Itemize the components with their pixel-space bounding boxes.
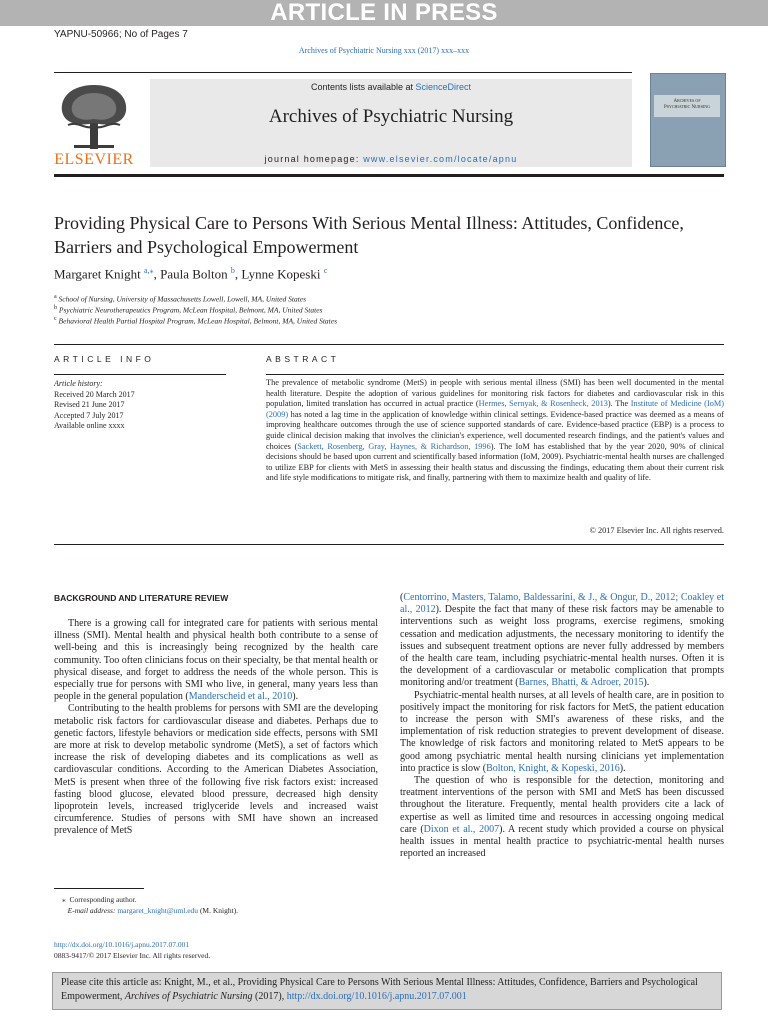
paragraph: The question of who is responsible for the detection, monitoring and treatment interventions of the person with SMI and MetS has been discussed throughout the literature. Frequently, mental health providers cite a lack of expertise as well as limited time and resources in accessing ongoing medical care (Dixon et al., 2007). A recent study which provided a course on physical health issues in mental health practice to psychiatric-mental health nurses reported an increased (400, 775, 725, 860)
author-name: Paula Bolton (160, 266, 228, 282)
affiliation: $^b$ Psychiatric Neurotherapeutics Program, McLean Hospital, Belmont, MA, United States (54, 305, 323, 315)
cite-doi-link[interactable]: http://dx.doi.org/10.1016/j.apnu.2017.07.001 (286, 991, 467, 1002)
banner-text: ARTICLE IN PRESS (270, 0, 498, 26)
footnote-rule (54, 888, 144, 889)
abstract-heading: ABSTRACT (266, 354, 340, 364)
journal-homepage (150, 154, 632, 164)
author-sup: a,⁎ (144, 266, 154, 275)
article-info-rule (54, 374, 226, 375)
citation-link[interactable]: Barnes, Bhatti, & Adroer, 2015 (518, 677, 644, 689)
author-sup: c (323, 266, 328, 275)
journal-reference-link[interactable]: Archives of Psychiatric Nursing xxx (2017) xxx–xxx (298, 46, 470, 55)
header-bottom-rule (54, 174, 724, 177)
article-history: Article history: Received 20 March 2017 Revised 21 June 2017 Accepted 7 July 2017 Available online xxxx (54, 379, 135, 430)
section-heading: BACKGROUND AND LITERATURE REVIEW (54, 593, 229, 603)
citation-link[interactable]: Centorrino, Masters, Talamo, Baldessarini, & J., & Ongur, D., 2012; Coakley et al., 2012 (400, 592, 724, 616)
citation-link[interactable]: Manderscheid et al., 2010 (188, 691, 293, 703)
doi-link[interactable]: http://dx.doi.org/10.1016/j.apnu.2017.07.001 (54, 940, 190, 949)
header-top-rule (54, 72, 632, 73)
citation-link[interactable]: Sackett, Rosenberg, Gray, Haynes, & Richardson, 1996 (297, 441, 491, 451)
journal-cover-title: Archives of Psychiatric Nursing (663, 99, 711, 110)
homepage-link[interactable]: www.elsevier.com/locate/apnu (363, 154, 518, 164)
affiliation: $^a$ School of Nursing, University of Massachusetts Lowell, Lowell, MA, United States (54, 294, 307, 304)
contents-line (150, 82, 632, 92)
author-name: Margaret Knight (54, 266, 141, 282)
affiliation: $^c$ Behavioral Health Partial Hospital Program, McLean Hospital, Belmont, MA, United States (54, 316, 337, 326)
journal-title: Archives of Psychiatric Nursing (268, 106, 514, 127)
article-title: Providing Physical Care to Persons With Serious Mental Illness: Attitudes, Confidence, Barriers and Psychological Empowerment (54, 213, 684, 257)
manuscript-id: YAPNU-50966; No of Pages 7 (54, 29, 188, 40)
doi-block (54, 939, 210, 961)
paragraph: (Centorrino, Masters, Talamo, Baldessarini, & J., & Ongur, D., 2012; Coakley et al., 2012). Despite the fact that many of these risk factors may be amenable to interventions such as weight loss programs, exercise regimens, smoking cessation and medication adjustments, the necessary monitoring to identify the issues and subsequent treatment options are never fully addressed by members of the health care team, including psychiatric-mental health nurses. Often it is the development of a cardiovascular or metabolic complication that prompts monitoring and/or treatment (Barnes, Bhatti, & Adroer, 2015). (400, 592, 725, 689)
abstract-bottom-rule (54, 544, 724, 545)
citation-link[interactable]: Hermes, Sernyak, & Rosenheck, 2013 (478, 399, 608, 409)
cite-this-article-box: Please cite this article as: Knight, M., et al., Providing Physical Care to Persons With Serious Mental Illness: Attitudes, Confidence, Barriers and Psychological Empowerment, Archives of Psychiatric Nursing (2017), http://dx.doi.org/10.1016/j.apnu.2017.07.001 (52, 972, 722, 1010)
cite-journal: Archives of Psychiatric Nursing (124, 991, 253, 1002)
journal-cover-image (650, 73, 726, 167)
body-column-left (54, 618, 378, 838)
email-link[interactable]: margaret_knight@uml.edu (117, 906, 199, 915)
author-list: Margaret Knight $^{a,⁎}$, Paula Bolton $^b$, Lynne Kopeski $^c$ (54, 266, 328, 282)
sciencedirect-link[interactable]: ScienceDirect (415, 82, 472, 92)
author-name: Lynne Kopeski (241, 266, 321, 282)
issn-line: 0883-9417/© 2017 Elsevier Inc. All rights reserved. (54, 951, 211, 960)
homepage-prefix: journal homepage: (264, 154, 364, 164)
paragraph: There is a growing call for integrated care for patients with serious mental illness (SMI). Mental health and physical health both contribute to a sense of well-being and this is increasingly being recognized by the health care community. Too often clinicians focus on their specialty, be that mental health or physical disease, and forget to address the needs of the whole person. This is especially true for persons with SMI who live, in general, many years less than people in the general population (Manderscheid et al., 2010). (54, 618, 378, 703)
body-column-right (400, 592, 724, 860)
article-info-heading: ARTICLE INFO (54, 354, 155, 364)
paragraph: Psychiatric-mental health nurses, at all levels of health care, are in position to positively impact the monitoring for risk factors for MetS, the patient education to increase the person with SMI's awareness of these risks, and the implementation of risk reduction strategies to prevent development of disease. The knowledge of risk factors and monitoring related to MetS appears to be good among psychiatric mental health nursing clinicians yet implementation into practice is slow (Bolton, Knight, & Kopeski, 2016). (400, 689, 724, 774)
elsevier-wordmark: ELSEVIER (54, 151, 134, 168)
citation-link[interactable]: Institute of Medicine (IoM) (2009) (266, 399, 724, 419)
section-rule (54, 344, 724, 345)
paragraph: Contributing to the health problems for persons with SMI are the developing metabolic risk factors for cardiovascular disease and diabetes. Perhaps due to genetic factors, lifestyle behaviors or medication side effects, persons with SMI are more at risk to develop metabolic syndrome (MetS), a set of factors which increase the risk of developing diabetes and its complications as well as cardiovascular conditions. According to the American Diabetes Association, MetS is present when three of the following five risk factors exist: increased fasting blood glucose, elevated blood pressure, decreased high density lipoprotein levels, increased triglyceride levels and increased waist circumference. Studies of persons with SMI have shown an increased prevalence of MetS (54, 703, 378, 837)
author-sup: b (230, 266, 235, 275)
citation-link[interactable]: Bolton, Knight, & Kopeski, 2016 (486, 762, 620, 774)
abstract-rule (266, 374, 724, 375)
abstract-copyright: © 2017 Elsevier Inc. All rights reserved. (589, 526, 724, 535)
citation-link[interactable]: Dixon et al., 2007 (423, 823, 500, 835)
corresponding-footnote: ⁎ Corresponding author. E-mail address: margaret_knight@uml.edu (M. Knight). (62, 895, 239, 915)
contents-prefix: Contents lists available at (310, 82, 416, 92)
abstract-text: The prevalence of metabolic syndrome (MetS) in people with serious mental illness (SMI) has been well documented in the mental health literature. Despite the adoption of various guidelines for monitoring risk factors for diabetes and cardiovascular risk in this population, limited translation has occurred in actual practice (Hermes, Sernyak, & Rosenheck, 2013). The Institute of Medicine (IoM) (2009) has noted a lag time in the application of knowledge within clinical settings. Evidence-based practice was deemed as a means of improving healthcare outcomes through the use of science supported standards of care. Evidence-based practice (EBP) is a process to guide clinical decision making that involves the clinician's experience, well documented research findings, and the patient's values and choices (Sackett, Rosenberg, Gray, Haynes, & Richardson, 1996). The IoM has established that by the year 2020, 90% of clinical decisions should be based upon current and scientifically based information (IoM, 2009). Psychiatric-mental health nurses are challenged to utilize EBP for clients with MetS in assessing their health status and discussing the findings, educating them about their current risk and life style modifications to mitigate risk, and finally, partnering with them to maximize health and quality of life. (266, 378, 725, 483)
